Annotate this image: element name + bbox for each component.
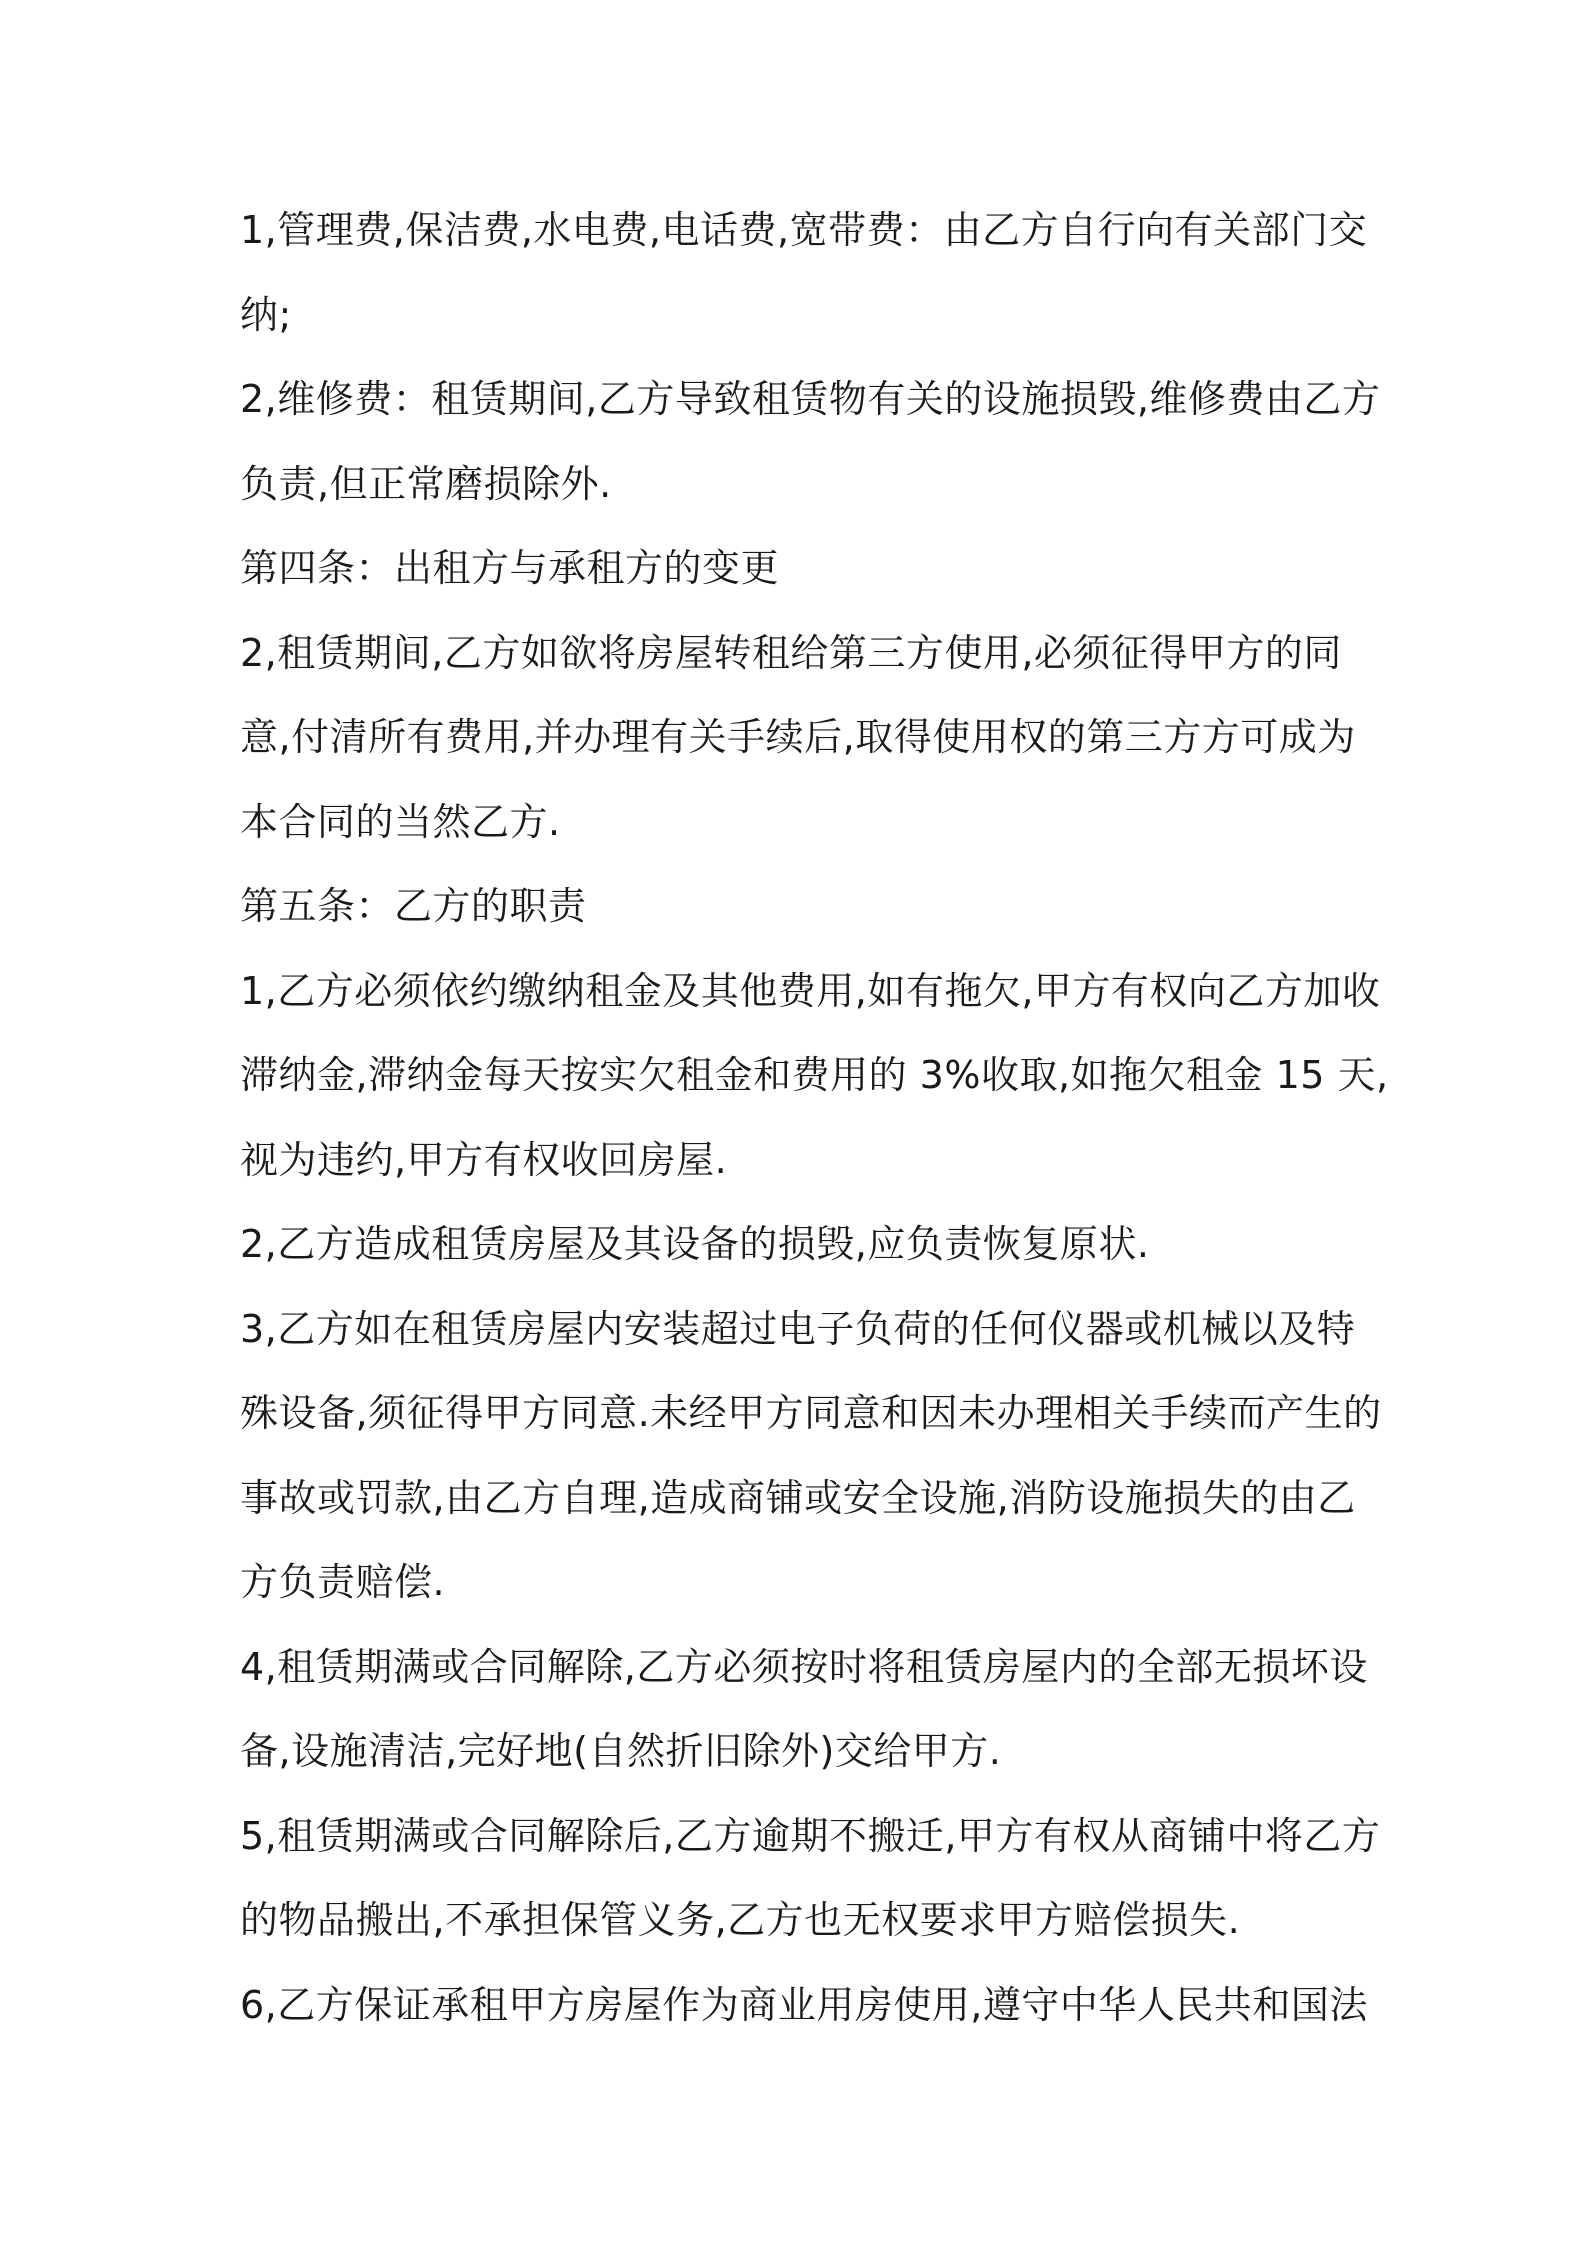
text-line: 视为违约,甲方有权收回房屋.	[240, 1137, 728, 1182]
text-line: 负责,但正常磨损除外.	[240, 461, 612, 506]
text-line: 4,租赁期满或合同解除,乙方必须按时将租赁房屋内的全部无损坏设	[240, 1644, 1368, 1689]
text-line: 2,租赁期间,乙方如欲将房屋转租给第三方使用,必须征得甲方的同	[240, 630, 1342, 675]
text-line: 3,乙方如在租赁房屋内安装超过电子负荷的任何仪器或机械以及特	[240, 1306, 1356, 1351]
text-line: 5,租赁期满或合同解除后,乙方逾期不搬迁,甲方有权从商铺中将乙方	[240, 1813, 1381, 1858]
text-line: 事故或罚款,由乙方自理,造成商铺或安全设施,消防设施损失的由乙	[240, 1475, 1356, 1520]
section-heading: 第四条：出租方与承租方的变更	[240, 546, 780, 590]
text-line: 1,乙方必须依约缴纳租金及其他费用,如有拖欠,甲方有权向乙方加收	[240, 968, 1381, 1013]
text-line: 2,维修费：租赁期间,乙方导致租赁物有关的设施损毁,维修费由乙方	[240, 377, 1381, 421]
text-line: 意,付清所有费用,并办理有关手续后,取得使用权的第三方方可成为	[240, 715, 1356, 759]
text-line: 本合同的当然乙方.	[240, 799, 561, 844]
contract-text	[240, 188, 1389, 2047]
text-line: 滞纳金,滞纳金每天按实欠租金和费用的 3%收取,如拖欠租金 15 天,	[240, 1053, 1389, 1097]
text-line: 殊设备,须征得甲方同意.未经甲方同意和因未办理相关手续而产生的	[240, 1391, 1382, 1435]
text-line: 备,设施清洁,完好地(自然折旧除外)交给甲方.	[240, 1729, 1002, 1773]
text-line: 纳;	[240, 292, 292, 337]
section-heading: 第五条：乙方的职责	[240, 884, 587, 928]
text-line: 6,乙方保证承租甲方房屋作为商业用房使用,遵守中华人民共和国法	[240, 1982, 1368, 2027]
text-line: 的物品搬出,不承担保管义务,乙方也无权要求甲方赔偿损失.	[240, 1898, 1241, 1942]
text-line: 方负责赔偿.	[240, 1560, 446, 1604]
text-line: 2,乙方造成租赁房屋及其设备的损毁,应负责恢复原状.	[240, 1222, 1150, 1266]
text-line: 1,管理费,保洁费,水电费,电话费,宽带费：由乙方自行向有关部门交	[240, 208, 1368, 252]
